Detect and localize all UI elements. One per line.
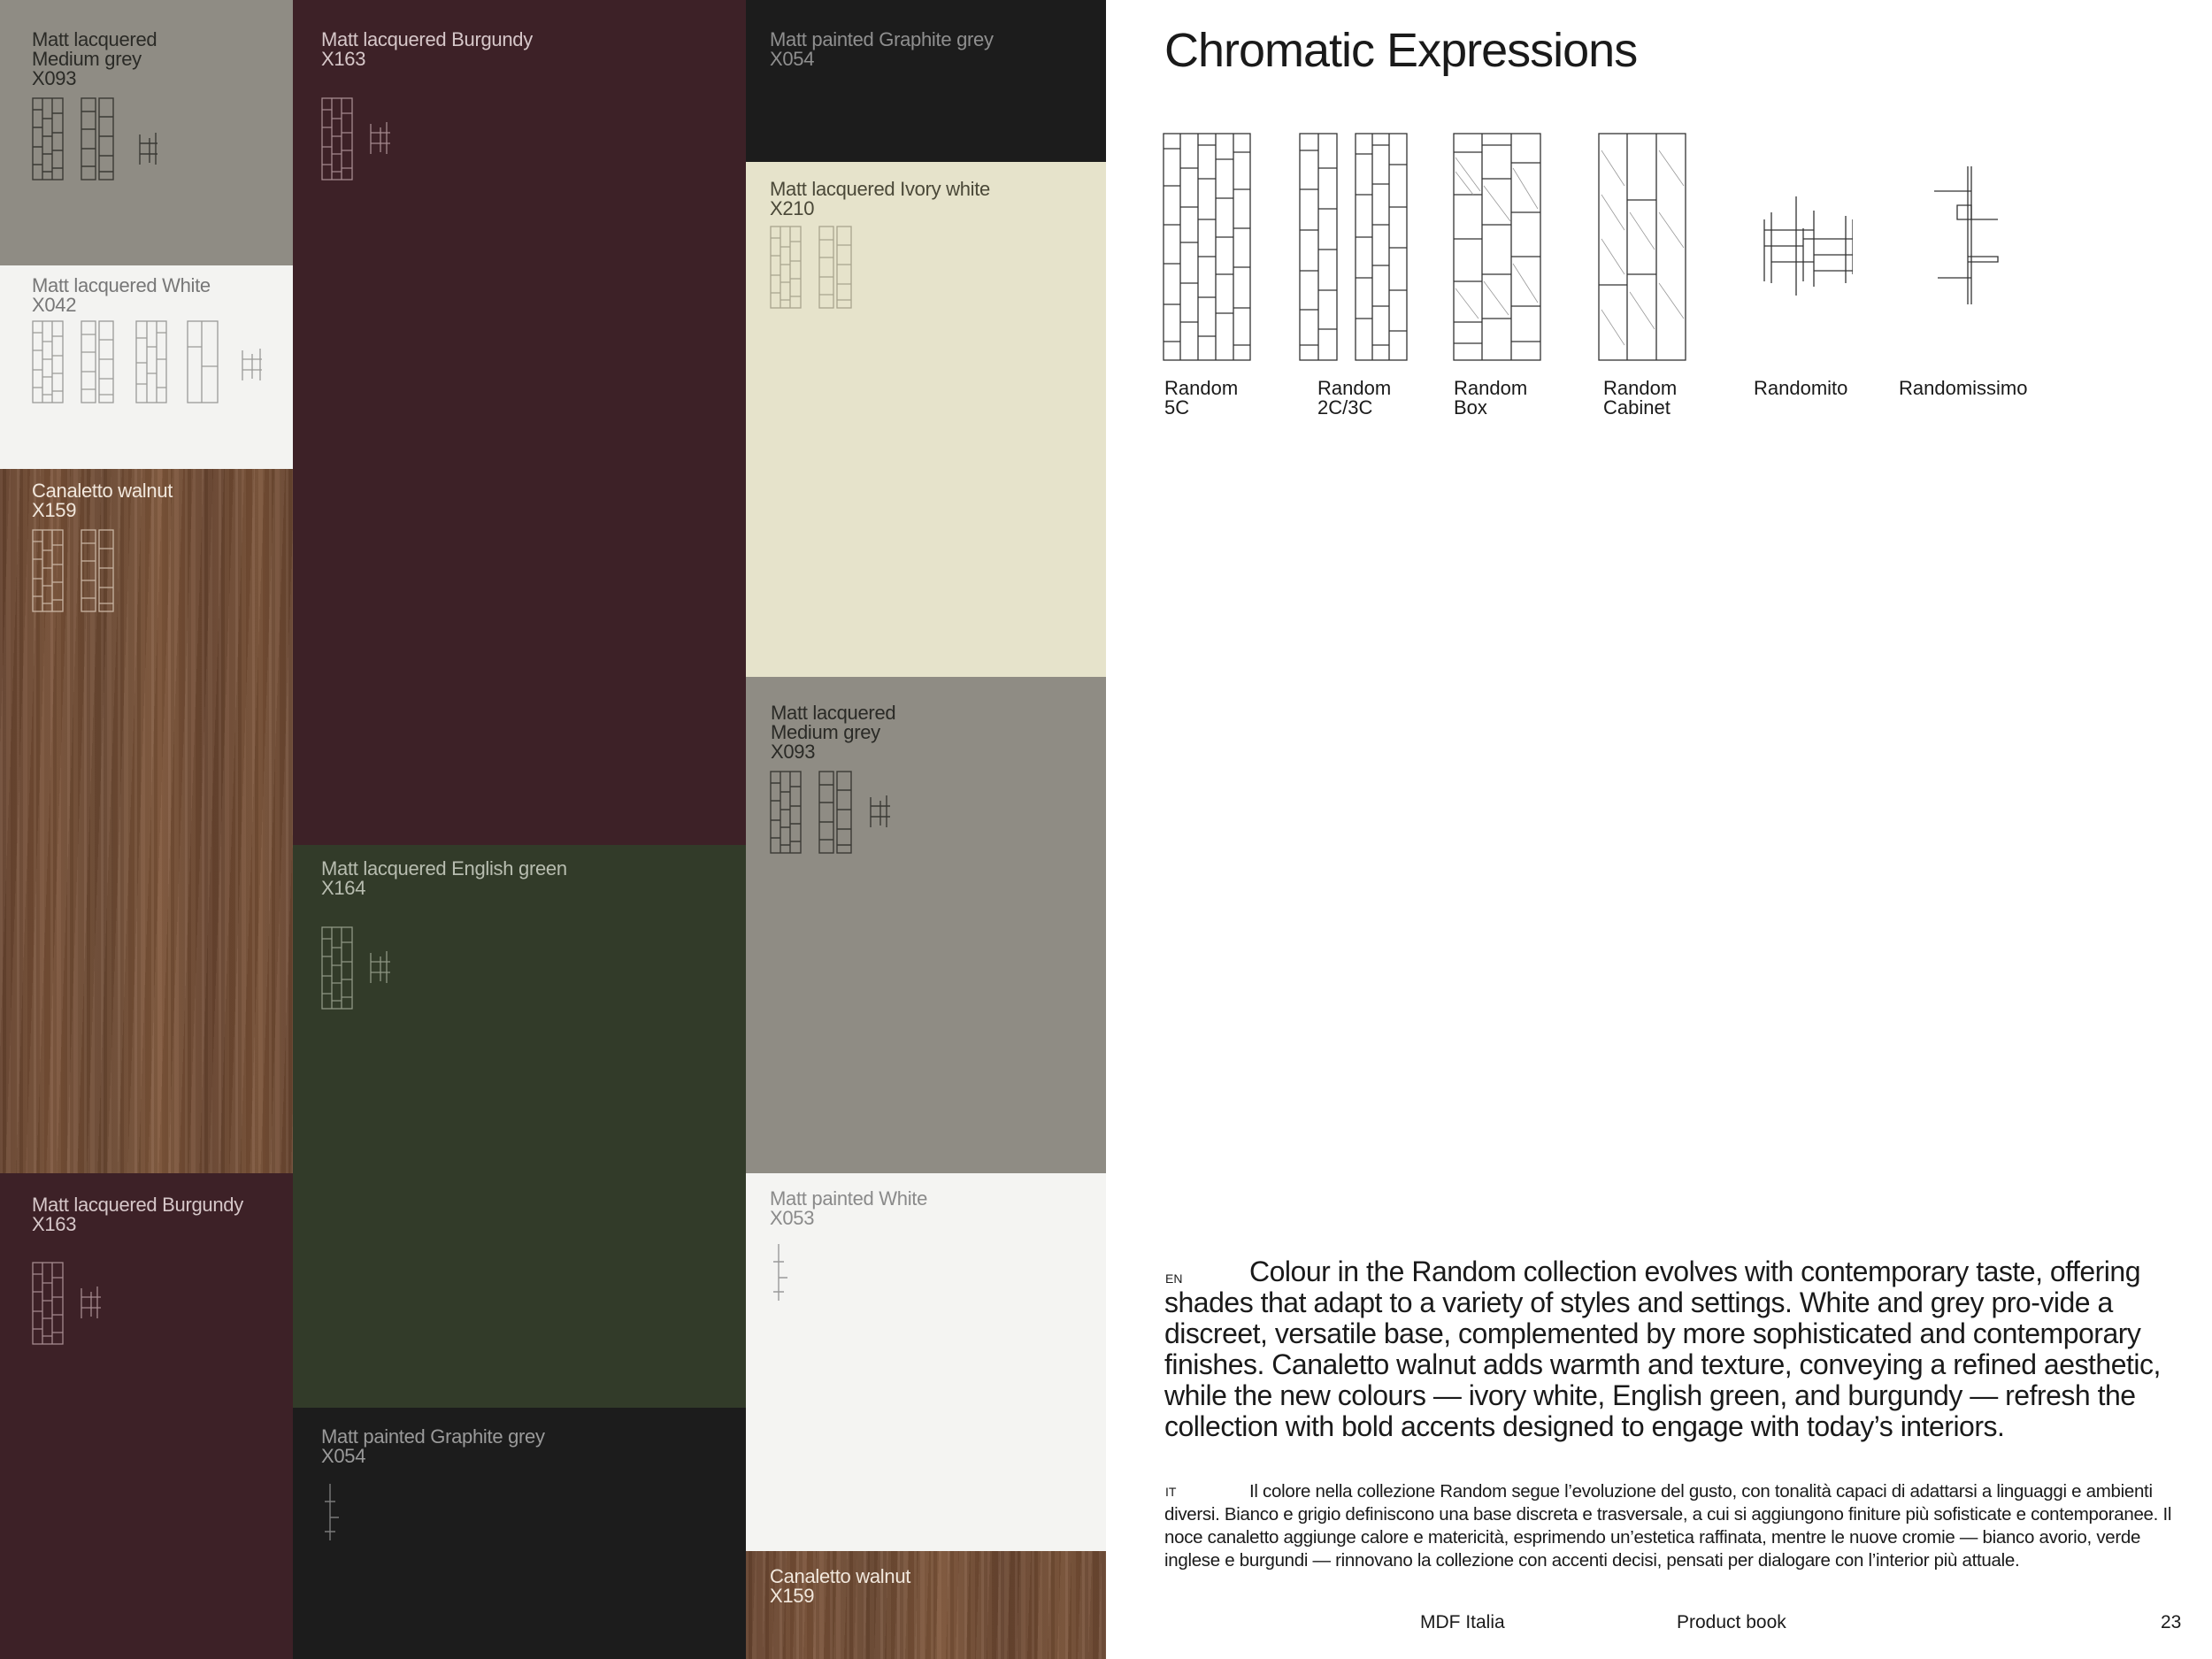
product-label-randomissimo: Randomissimo (1899, 377, 2028, 399)
random-cabinet-drawing (1598, 133, 1688, 363)
random-5c-drawing (1163, 133, 1253, 363)
swatch-white-x042 (0, 265, 293, 469)
swatch-graphite-grey-top (746, 0, 1106, 162)
swatch-label: Matt painted Graphite grey X054 (770, 28, 994, 70)
swatch-canaletto-walnut (0, 469, 293, 1173)
swatch-label: Canaletto walnut X159 (770, 1565, 911, 1607)
randomissimo-drawing (1932, 165, 2003, 306)
product-icons (770, 1242, 796, 1304)
random-box-drawing (1453, 133, 1543, 363)
swatch-label: Matt lacquered Medium grey X093 (771, 702, 896, 763)
swatch-ivory-white (746, 162, 1106, 677)
randomito-drawing (1761, 193, 1853, 299)
english-paragraph: Colour in the Random collection evolves with contemporary taste, offering shades that adapt to a variety of styles and settings. White and grey pro-vide a discreet, versatile base, complemented by more sophisticated and contemporary finishes. Canaletto walnut adds warmth and texture, conveying a refined aesthetic, while the new colours — ivory white, English green, and burgundy — refresh the collection with bold accents designed to engage with today’s interiors. (1164, 1256, 2161, 1442)
footer-brand: MDF Italia (1420, 1612, 1505, 1632)
product-icons (770, 226, 867, 311)
product-label-random-5c: Random 5C (1164, 377, 1239, 419)
product-icons (32, 97, 173, 182)
page-number: 23 (2161, 1612, 2182, 1632)
italian-paragraph: Il colore nella collezione Random segue l’evoluzione del gusto, con tonalità capaci di adattarsi a linguaggi e ambienti diversi. Bianco e grigio definiscono una base discreta e trasversale, a cui si aggiungono finiture più sofisticate e contemporanee. Il noce canaletto aggiunge calore e matericità, esprimendo un’estetica raffinata, mentre le nuove cromie — bianco avorio, verde inglese e burgundi — rinnovano la collezione con accenti decisi, pensati per dialogare con l’interior più attuale. (1164, 1481, 2172, 1571)
product-icons (32, 1262, 129, 1347)
swatch-label: Matt lacquered Ivory white X210 (770, 178, 990, 219)
product-icons (32, 529, 129, 614)
swatch-label: Matt painted White X053 (770, 1187, 928, 1229)
swatch-burgundy-bottom (0, 1173, 293, 1659)
swatch-label: Matt lacquered Burgundy X163 (32, 1194, 243, 1235)
product-icons (321, 97, 419, 182)
swatch-label: Matt lacquered White X042 (32, 274, 211, 316)
page-title: Chromatic Expressions (1164, 24, 1638, 77)
swatch-canaletto-walnut-bottom (746, 1551, 1106, 1659)
swatch-label: Canaletto walnut X159 (32, 480, 173, 521)
swatch-label: Matt lacquered Burgundy X163 (321, 28, 533, 70)
swatch-label: Matt lacquered English green X164 (321, 857, 567, 899)
swatch-english-green (293, 845, 746, 1408)
random-2c3c-drawing (1299, 133, 1410, 363)
swatch-burgundy-top (293, 0, 746, 845)
swatch-label: Matt painted Graphite grey X054 (321, 1425, 545, 1467)
language-tag-it: IT (1165, 1485, 1177, 1499)
language-tag-en: EN (1165, 1271, 1183, 1286)
swatch-graphite-grey-bottom (293, 1408, 746, 1659)
swatch-medium-grey-right (746, 677, 1106, 1173)
product-label-random-2c3c: Random 2C/3C (1317, 377, 1392, 419)
product-label-random-box: Random Box (1454, 377, 1528, 419)
product-icons (770, 771, 911, 856)
product-label-randomito: Randomito (1754, 377, 1848, 399)
footer-section: Product book (1677, 1612, 1786, 1632)
product-icons (32, 320, 280, 405)
swatch-painted-white (746, 1173, 1106, 1551)
product-icons (321, 926, 419, 1011)
swatch-medium-grey (0, 0, 293, 265)
swatch-label: Matt lacquered Medium grey X093 (32, 28, 157, 89)
product-icons (321, 1482, 348, 1544)
product-label-random-cabinet: Random Cabinet (1603, 377, 1678, 419)
